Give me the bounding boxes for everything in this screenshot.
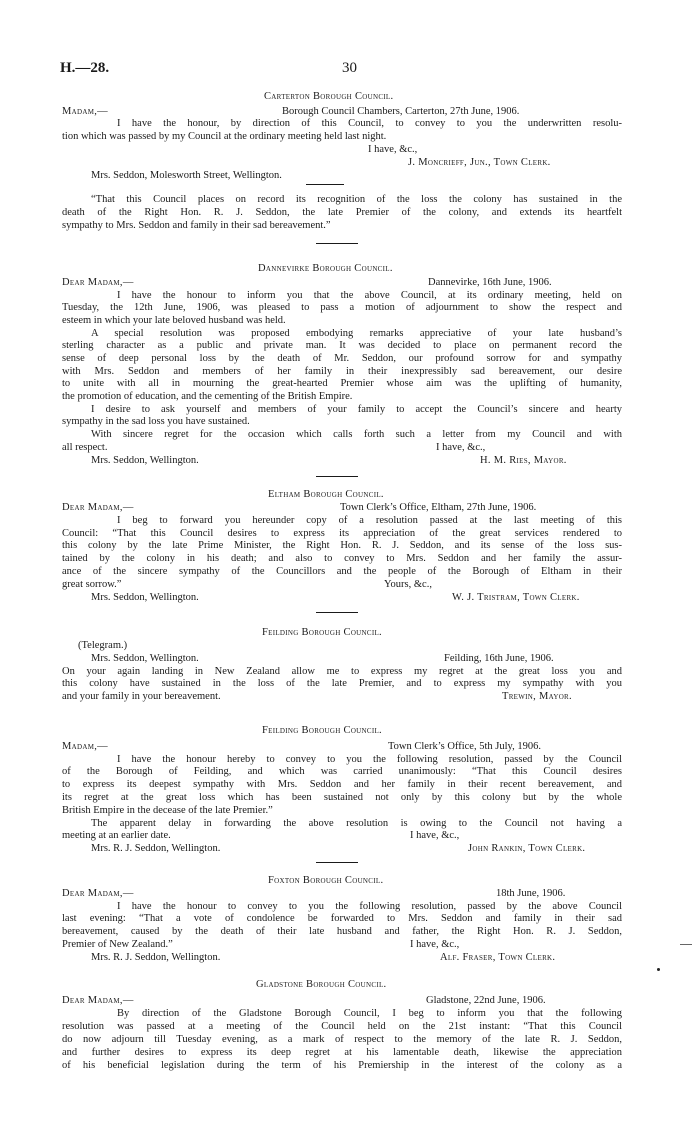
salutation: Madam,— <box>62 741 108 752</box>
scan-mark <box>680 944 692 945</box>
body-line: resolution was passed at a meeting of the Council held on the 21st instant: “That this Council <box>62 1021 622 1032</box>
closing: I have, &c., <box>436 442 486 453</box>
body-line: sterling character as a public and private man. It was decided to place on permanent record the <box>62 340 622 351</box>
body-line: British Empire in the decease of the late Premier.” <box>62 805 273 816</box>
salutation: Dear Madam,— <box>62 995 134 1006</box>
body-line: Tuesday, the 12th June, 1906, was pleased to pass a motion of adjournment to show the respect and <box>62 302 622 313</box>
closing: I have, &c., <box>410 939 460 950</box>
body-line: this colony have sustained in the loss of the late Premier, and to express my sympathy with you <box>62 678 622 689</box>
body-line: I beg to forward you hereunder copy of a resolution passed at the last meeting of this <box>117 515 622 526</box>
body-line: of his beneficial legislation during the term of his Premiership in the interest of the colony as a <box>62 1060 622 1071</box>
body-line: this colony by the late Prime Minister, the Right Hon. R. J. Seddon, and its sense of the loss sus- <box>62 540 622 551</box>
recipient: Mrs. Seddon, Wellington. <box>91 653 199 664</box>
short-rule <box>306 184 344 185</box>
section-title: Gladstone Borough Council. <box>256 979 387 990</box>
body-line: Council: “That this Council desires to express its appreciation of the great services rendered to <box>62 528 622 539</box>
salutation: Dear Madam,— <box>62 502 134 513</box>
body-line: I have the honour, by direction of this Council, to convey to you the underwritten resolu- <box>117 118 622 129</box>
section-rule <box>316 862 358 863</box>
body-line: tained by the colony in his death; and also to convey to Mrs. Seddon and her family the assur- <box>62 553 622 564</box>
section-title: Carterton Borough Council. <box>264 91 394 102</box>
body-line: to express its deepest sympathy with Mrs. Seddon and her family in their recent bereavement, and <box>62 779 622 790</box>
signature: Trewin, Mayor. <box>502 691 572 702</box>
body-line: I have the honour to inform you that the above Council, at its ordinary meeting, held on <box>117 290 622 301</box>
body-line: A special resolution was proposed embodying remarks appreciative of your late husband’s <box>91 328 622 339</box>
body-line: all respect. <box>62 442 108 453</box>
body-line: Premier of New Zealand.” <box>62 939 173 950</box>
signature: H. M. Ries, Mayor. <box>480 455 567 466</box>
body-line: and further desires to express its deep regret at his lamentable death, likewise the appreciation <box>62 1047 622 1058</box>
resolution-line: “That this Council places on record its recognition of the loss the colony has sustained in the <box>91 194 622 205</box>
body-line: tion which was passed by my Council at the ordinary meeting held last night. <box>62 131 387 142</box>
recipient: Mrs. Seddon, Molesworth Street, Wellington. <box>91 170 282 181</box>
letter-date: Gladstone, 22nd June, 1906. <box>426 995 546 1006</box>
body-line: sympathy in the sad loss you have sustained. <box>62 416 250 427</box>
letter-date: Feilding, 16th June, 1906. <box>444 653 554 664</box>
section-title: Eltham Borough Council. <box>268 489 384 500</box>
resolution-line: death of the Right Hon. R. J. Seddon, the late Premier of the colony, and extends its heartfelt <box>62 207 622 218</box>
recipient: Mrs. Seddon, Wellington. <box>91 455 199 466</box>
telegram-label: (Telegram.) <box>78 640 128 651</box>
resolution-line: sympathy to Mrs. Seddon and family in their sad bereavement.” <box>62 220 331 231</box>
body-line: By direction of the Gladstone Borough Council, I beg to inform you that the following <box>117 1008 622 1019</box>
signature: Alf. Fraser, Town Clerk. <box>440 952 556 963</box>
body-line: of the Borough of Feilding, and which was carried unanimously: “That this Council desires <box>62 766 622 777</box>
letter-date: Dannevirke, 16th June, 1906. <box>428 277 552 288</box>
body-line: ance of the sincere sympathy of the Councillors and the people of the Borough of Eltham in their <box>62 566 622 577</box>
closing: Yours, &c., <box>384 579 432 590</box>
section-rule <box>316 476 358 477</box>
letter-date: 18th June, 1906. <box>496 888 566 899</box>
body-line: great sorrow.” <box>62 579 122 590</box>
section-title: Dannevirke Borough Council. <box>258 263 393 274</box>
signature: John Rankin, Town Clerk. <box>468 843 586 854</box>
body-line: last evening: “That a vote of condolence be forwarded to Mrs. Seddon and family in their sad <box>62 913 622 924</box>
body-line: The apparent delay in forwarding the above resolution is owing to the Council not having a <box>91 818 622 829</box>
letter-address-date: Town Clerk’s Office, 5th July, 1906. <box>388 741 541 752</box>
letter-address-date: Borough Council Chambers, Carterton, 27th June, 1906. <box>282 106 520 117</box>
recipient: Mrs. R. J. Seddon, Wellington. <box>91 843 221 854</box>
body-line: to unite with all in mourning the great-hearted Premier whose aim was the uplifting of humanity, <box>62 378 622 389</box>
section-title: Feilding Borough Council. <box>262 725 382 736</box>
salutation: Dear Madam,— <box>62 277 134 288</box>
body-line: I have the honour to convey to you the following resolution, passed by the above Council <box>117 901 622 912</box>
salutation: Dear Madam,— <box>62 888 134 899</box>
body-line: On your again landing in New Zealand allow me to express my regret at the great loss you and <box>62 666 622 677</box>
body-line: esteem in which your late beloved husband was held. <box>62 315 286 326</box>
document-reference: H.—28. <box>60 60 110 76</box>
body-line: bereavement, caused by the death of their late husband and father, the Right Hon. R. J. Seddon, <box>62 926 622 937</box>
body-line: I have the honour hereby to convey to you the following resolution, passed by the Council <box>117 754 622 765</box>
body-line: its regret at the great loss which has been sustained not only by this colony but by the whole <box>62 792 622 803</box>
body-line: do now adjourn till Tuesday evening, as a mark of respect to the memory of the late R. J. Seddon, <box>62 1034 622 1045</box>
closing: I have, &c., <box>410 830 460 841</box>
letter-address-date: Town Clerk’s Office, Eltham, 27th June, 1906. <box>340 502 537 513</box>
scan-speck <box>657 968 660 971</box>
recipient: Mrs. Seddon, Wellington. <box>91 592 199 603</box>
recipient: Mrs. R. J. Seddon, Wellington. <box>91 952 221 963</box>
body-line: I desire to ask yourself and members of your family to accept the Council’s sincere and hearty <box>91 404 622 415</box>
body-line: meeting at an earlier date. <box>62 830 171 841</box>
body-line: With sincere regret for the occasion which calls forth such a letter from my Council and with <box>91 429 622 440</box>
section-title: Feilding Borough Council. <box>262 627 382 638</box>
salutation: Madam,— <box>62 106 108 117</box>
section-rule <box>316 243 358 244</box>
section-rule <box>316 612 358 613</box>
section-title: Foxton Borough Council. <box>268 875 384 886</box>
closing: I have, &c., <box>368 144 418 155</box>
page-number: 30 <box>342 60 357 76</box>
signature: J. Moncrieff, Jun., Town Clerk. <box>408 157 551 168</box>
body-line: with Mrs. Seddon and members of her family in their inexpressibly sad bereavement, our desire <box>62 366 622 377</box>
body-line: and your family in your bereavement. <box>62 691 221 702</box>
body-line: the promotion of education, and the cementing of the British Empire. <box>62 391 353 402</box>
signature: W. J. Tristram, Town Clerk. <box>452 592 580 603</box>
body-line: sense of deep personal loss by the death of Mr. Seddon, our profound sorrow for and sympathy <box>62 353 622 364</box>
